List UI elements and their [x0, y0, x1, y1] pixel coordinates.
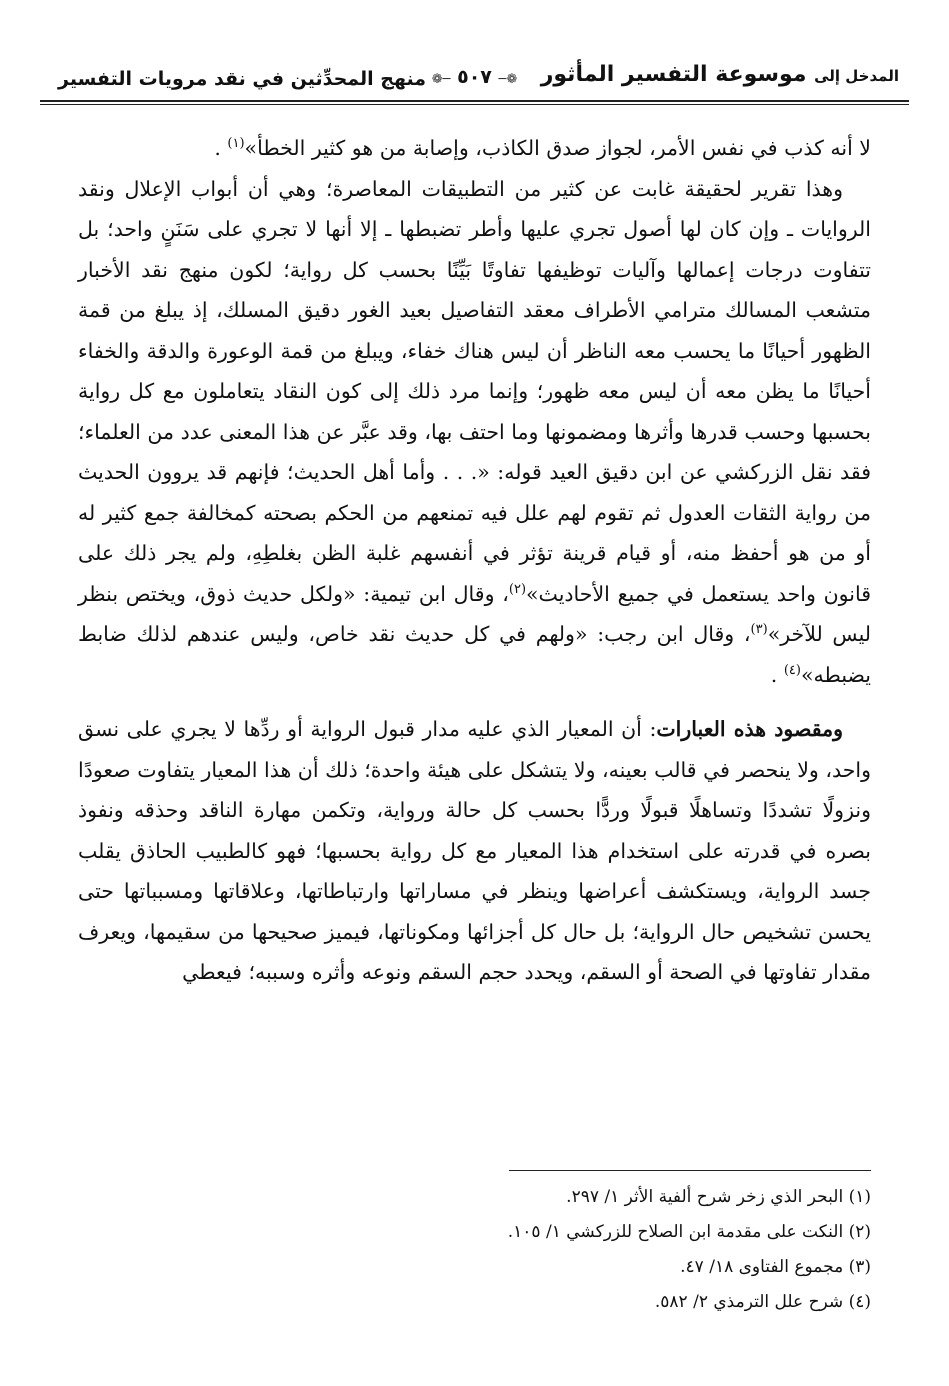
ornament-icon: ─❁ [431, 72, 451, 87]
page-number [432, 66, 518, 88]
footnote: (٤) شرح علل الترمذي ٢/ ٥٨٢. [654, 1292, 871, 1312]
paragraph-text: وهذا تقرير لحقيقة غابت عن كثير من التطبيقات المعاصرة؛ وهي أن أبواب الإعلال ونقد الروايات ـ وإن كان لها أصول تجري عليها وأطر تضبطها ـ إلا أنها لا تجري على سَنَنٍ واحد؛ بل تتفاوت درجات إعمالها وآليات توظيفها تفاوتًا بَيِّنًا بحسب كل رواية؛ لكون منهج نقد الأخبار متشعب المسالك مترامي الأطراف معقد التفاصيل بعيد الغور دقيق المسلك، إذ يبلغ من قمة الظهور أحيانًا ما يحسب معه الناظر أن ليس هناك خفاء، ويبلغ من قمة الوعورة والدقة والخفاء أحيانًا ما يظن معه أن ليس معه ظهور؛ وإنما مرد ذلك إلى كون النقاد يتعاملون مع كل رواية بحسبها وحسب قدرها وأثرها ومضمونها وما احتف بها، وقد عبَّر عن هذا المعنى عدد من العلماء؛ فقد نقل الزركشي عن ابن دقيق العيد قوله: «. . . وأما أهل الحديث؛ فإنهم قد يروون الحديث من رواية الثقات العدول ثم تقوم لهم علل فيه تمنعهم من الحكم بصحته كمخالفة جمع كثير له أو من هو أحفظ منه، أو قيام قرينة تؤثر في أنفسهم غلبة الظن بغلطِهِ، ولم يجر ذلك على قانون واحد يستعمل في جميع الأحاديث» [78, 176, 871, 606]
footnote-separator [509, 1170, 871, 1171]
footnote-ref: (٢) [508, 581, 527, 597]
running-header [40, 52, 909, 118]
header-rule [40, 104, 909, 105]
paragraph [78, 128, 871, 169]
ornament-icon: ❁─ [498, 72, 518, 87]
punctuation: . [214, 136, 221, 160]
book-title-main: موسوعة التفسير المأثور [540, 62, 807, 87]
footnote-ref: (٣) [750, 622, 768, 638]
book-title [541, 62, 899, 87]
chapter-title: منهج المحدِّثين في نقد مرويات التفسير [58, 68, 427, 90]
header-rule [40, 100, 909, 102]
main-text [78, 128, 871, 993]
page-number-value: ٥٠٧ [457, 66, 492, 88]
footnote-ref: (١) [227, 136, 245, 152]
paragraph-text: ، وقال ابن رجب: «ولهم في كل حديث نقد خاص، وليس عندهم لذلك ضابط يضبطه» [78, 622, 871, 687]
paragraph [78, 709, 871, 993]
footnote: (٢) النكت على مقدمة ابن الصلاح للزركشي ١/ ١٠٥. [507, 1222, 871, 1242]
paragraph-text: لا أنه كذب في نفس الأمر، لجواز صدق الكاذب، وإصابة من هو كثير الخطأ» [244, 136, 871, 160]
paragraph [78, 169, 871, 696]
book-title-prefix: المدخل إلى [814, 67, 899, 85]
footnote: (٣) مجموع الفتاوى ١٨/ ٤٧. [680, 1257, 871, 1277]
paragraph-text: ، وقال ابن تيمية: «ولكل حديث ذوق، ويختص بنظر ليس للآخر» [78, 581, 872, 646]
footnote-ref: (٤) [783, 662, 801, 678]
footnote: (١) البحر الذي زخر شرح ألفية الأثر ١/ ٢٩٧. [566, 1187, 871, 1207]
footnotes [78, 1180, 871, 1320]
punctuation: . [770, 662, 778, 687]
paragraph-text: : أن المعيار الذي عليه مدار قبول الرواية أو ردِّها لا يجري على نسق واحد، ولا ينحصر في قالب بعينه، ولا يتشكل على هيئة واحدة؛ ذلك أن هذا المعيار يتفاوت صعودًا ونزولًا تشددًا وتساهلًا قبولًا وردًّا بحسب كل حالة ورواية، وتكمن مهارة الناقد وحذقه ونفوذ بصره في قدرته على استخدام هذا المعيار مع كل رواية بحسبها؛ فهو كالطبيب الحاذق يقلب جسد الرواية، ويستكشف أعراضها وينظر في مساراتها وارتباطاتها، وعلاقاتها ومسبباتها حتى يحسن تشخيص حال الرواية؛ بل حال كل أجزائها ومكوناتها، فيميز صحيحها من سقيمها، ويعرف مقدار تفاوتها في الصحة أو السقم، ويحدد حجم السقم ونوعه وأثره وسببه؛ فيعطي [78, 717, 871, 984]
bold-lead: ومقصود هذه العبارات [656, 717, 843, 741]
